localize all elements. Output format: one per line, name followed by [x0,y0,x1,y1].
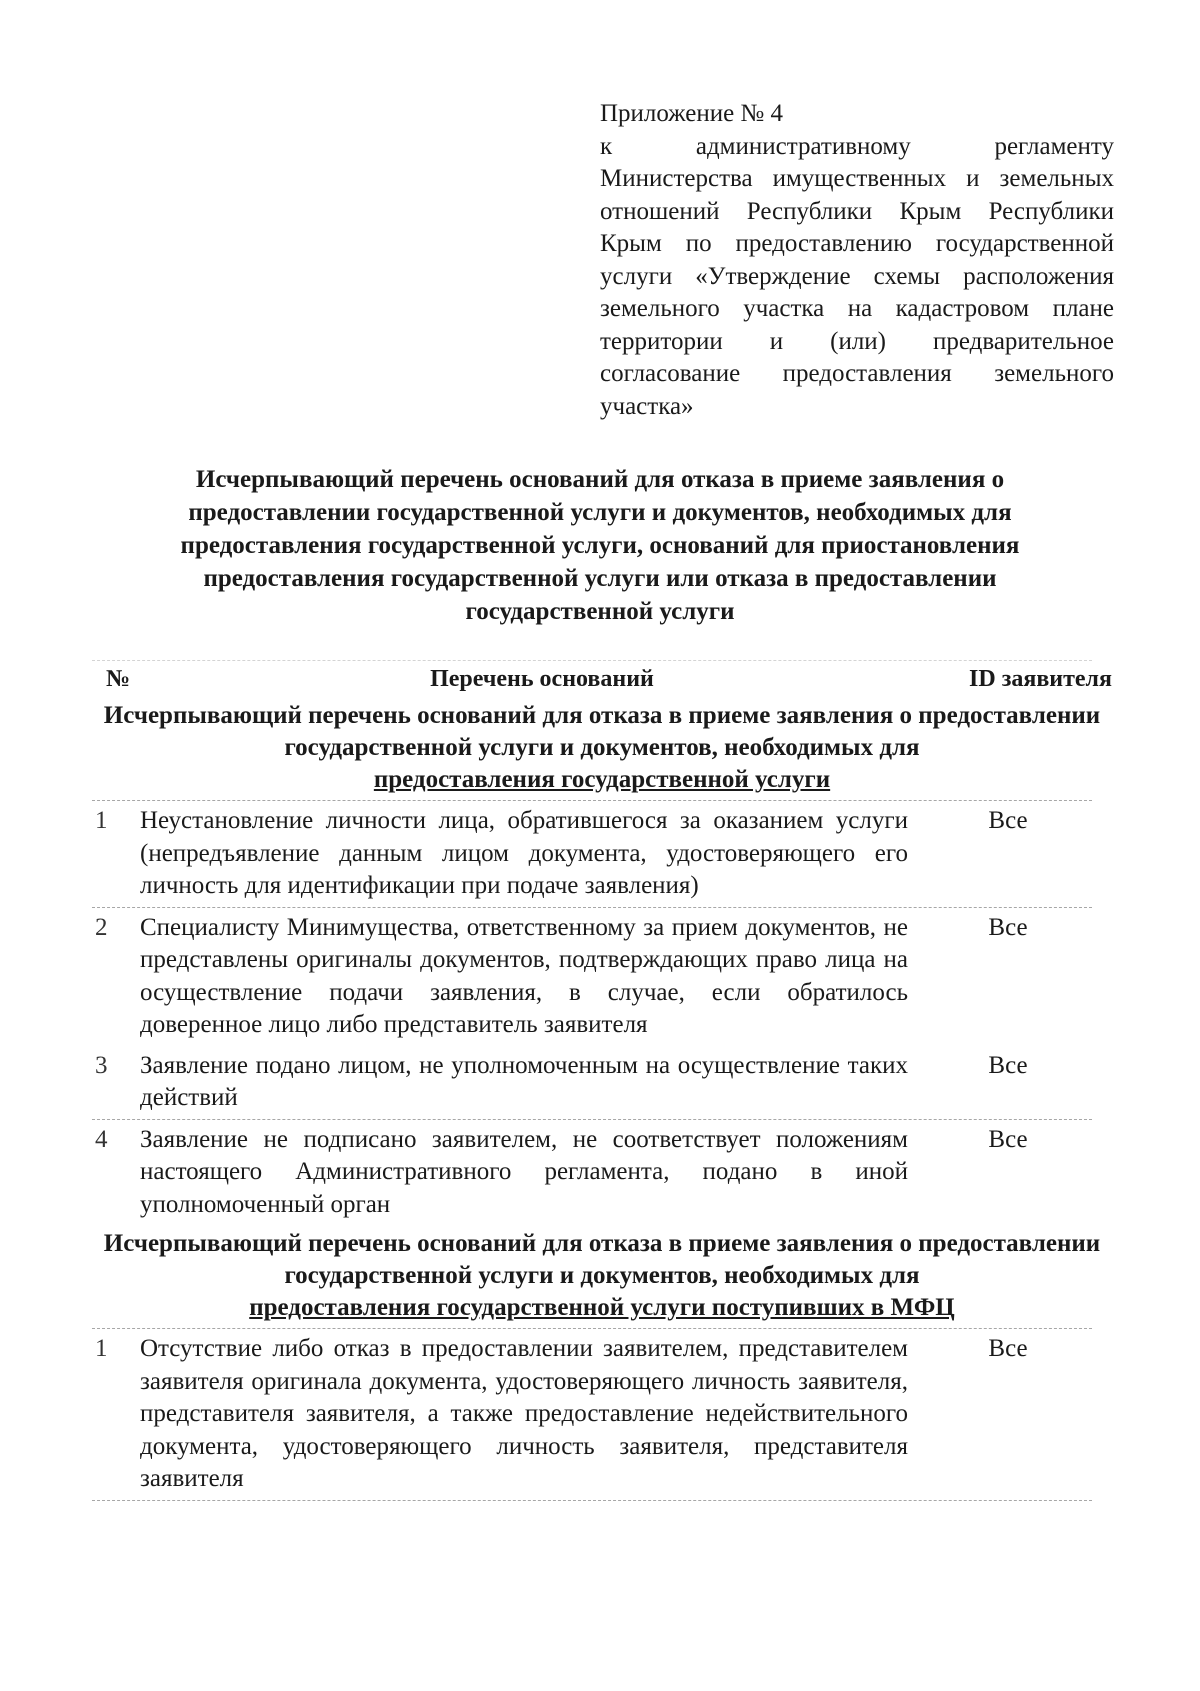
table-row [92,801,1112,907]
row-text: Заявление подано лицом, не уполномоченным на осуществление таких действий [140,1051,908,1111]
header-applicant-id: ID заявителя [969,666,1112,692]
header-reasons: Перечень оснований [430,666,654,692]
table-header [92,661,1112,697]
document-title: Исчерпывающий перечень оснований для отказа в приеме заявления о предоставлении государственной услуги и документов, необходимых для предоставления государственной услуги, оснований для приостановления предоставления государственной услуги или отказа в предоставлении государственной услуги [180,466,1020,625]
row-number: 1 [95,807,108,834]
row-applicant: Все [988,807,1028,834]
row-applicant: Все [988,1125,1028,1153]
table-bottom-rule [92,1500,1092,1501]
appendix-title: Приложение № 4 [600,100,784,127]
reasons-table [92,660,1112,1501]
section-title-last: предоставления государственной услуги поступивших в МФЦ [249,1294,955,1321]
row-text: Заявление не подписано заявителем, не соответствует положениям настоящего Административного регламента, подано в иной уполномоченный орган [140,1125,908,1218]
table-row [92,1120,1112,1226]
row-applicant: Все [988,913,1028,941]
section-title-main: Исчерпывающий перечень оснований для отказа в приеме заявления о предоставлении государственной услуги и документов, необходимых для [103,1230,1101,1289]
appendix-body: к административному регламенту Министерства имущественных и земельных отношений Республики Крым Республики Крым по предоставлению государственной услуги «Утверждение схемы расположения земельного участка на кадастровом плане территории и (или) предварительное согласование предоставления земельного участка» [600,132,1114,420]
section-title [92,697,1112,800]
appendix-block [600,98,1114,423]
row-text: Специалисту Минимущества, ответственному за прием документов, не представлены оригиналы документов, подтверждающих право лица на осуществление подачи заявления, в случае, если обратилось доверенное лицо либо представитель заявителя [140,913,908,1038]
table-row [92,908,1112,1046]
row-number: 1 [95,1335,108,1362]
section-title [92,1225,1112,1328]
section-title-last: предоставления государственной услуги [373,766,831,793]
row-applicant: Все [988,1051,1028,1079]
row-number: 4 [95,1125,108,1153]
row-text: Отсутствие либо отказ в предоставлении заявителем, представителем заявителя оригинала документа, удостоверяющего личность заявителя, представителя заявителя, а также предоставление недействительного документа, удостоверяющего личность заявителя, представителя заявителя [140,1335,908,1492]
header-number: № [106,666,131,692]
table-row [92,1046,1112,1119]
section-title-main: Исчерпывающий перечень оснований для отказа в приеме заявления о предоставлении государственной услуги и документов, необходимых для [103,702,1101,761]
row-number: 3 [95,1051,108,1079]
row-number: 2 [95,913,108,941]
table-row [92,1329,1112,1500]
row-applicant: Все [988,1335,1028,1362]
row-text: Неустановление личности лица, обратившегося за оказанием услуги (непредъявление данным лицом документа, удостоверяющего его личность для идентификации при подаче заявления) [140,807,908,899]
